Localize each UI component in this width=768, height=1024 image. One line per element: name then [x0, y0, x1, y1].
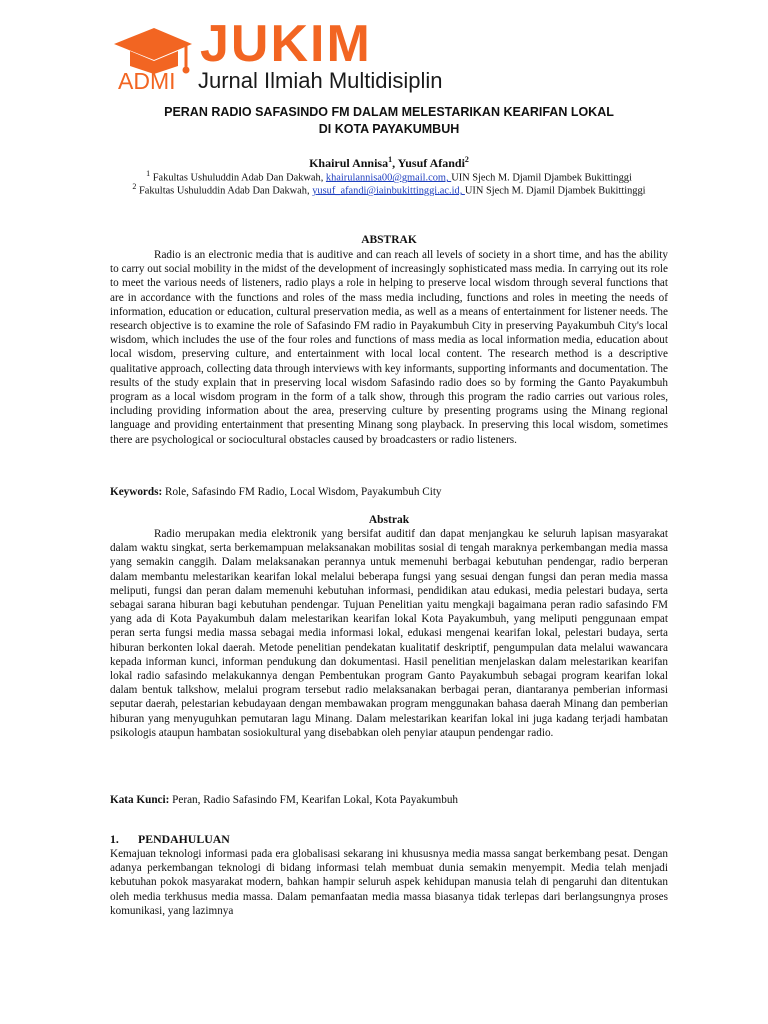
affiliation-institution: UIN Sjech M. Djamil Djambek Bukittinggi [464, 185, 646, 197]
keywords-id-values: Peran, Radio Safasindo FM, Kearifan Lokal, Kota Payakumbuh [169, 794, 459, 806]
author-email-link[interactable]: khairulannisa00@gmail.com, [325, 172, 452, 184]
journal-name: Jurnal Ilmiah Multidisiplin [198, 68, 443, 93]
keywords-id [110, 793, 668, 807]
author-affiliation-mark: 1 [388, 155, 393, 164]
abstract-id-text: Radio merupakan media elektronik yang bersifat auditif dan dapat menjangkau ke seluruh lapisan masyarakat dalam waktu singkat, serta berkemampuan melaksanakan mobilitas sosial di tengah maraknya perkembangan media massa yang semakin canggih. Dalam melaksanakan perannya untuk memenuhi berbagai kebutuhan pendengar, radio berperan dalam membantu melestarikan kearifan lokal melalui beberapa fungsi yang sesuai dengan fungsi dan peran media massa meliputi, fungsi dan peran dalam memenuhi kebutuhan informasi, pendidikan atau edukasi, media pelestari budaya, serta sebagai sarana hiburan bagi kebutuhan pendengar. Tujuan Penelitian yaitu mengkaji bagaimana peran radio safasindo FM yang ada di Kota Payakumbuh dalam melestarikan kearifan lokal Kota Payakumbuh, yang meliputi penggunaan empat peran serta fungsi media massa sebagai media informasi lokal, edukasi mengenai kearifan lokal, pelestari budaya, serta hiburan berkonten lokal daerah. Metode penelitian pendekatan kualitatif deskriptif, pengumpulan data melalui wawancara kepada informan kunci, informan pendukung dan dokumentasi. Hasil penelitian menjelaskan dalam melestarikan kearifan lokal radio safasindo melakukannya dengan Pembentukan program Ganto Payakumbuh sebagai program kearifan lokal dalam bentuk talkshow, melalui program tersebut radio melaksanakan berbagai peran, diantaranya pemberian informasi seputar daerah, pelestarian kebudayaan dengan membawakan program menggunakan bahasa daerah Minang dan pemberian hiburan yang menyuguhkan pemutaran lagu Minang. Dalam melestarikan kearifan lokal ini juga kadang terjadi hambatan psikologis ataupun hambatan sosiokultural yang disebabkan oleh penyiar ataupun pendengar radio. [110, 528, 668, 739]
author-affiliation-mark: 2 [464, 155, 469, 164]
affiliation-text: Fakultas Ushuluddin Adab Dan Dakwah, [136, 185, 313, 197]
section-heading-introduction [110, 832, 230, 846]
keywords-id-label: Kata Kunci: [110, 794, 170, 806]
abstract-id-heading: Abstrak [368, 514, 410, 526]
paper-title [110, 104, 668, 138]
abstract-en-text: Radio is an electronic media that is auditive and can reach all levels of society in a short time, and has the ability to carry out social mobility in the midst of the development of increasingly sophisticated mass media. In carrying out its role to meet the various needs of listeners, radio plays a role in helping to preserve local wisdom through several functions that are in accordance with the functions and roles of the mass media including, functions and roles in meeting the needs of information, education or education, cultural preservation media, as well as a means of entertainment for listener needs. The research objective is to examine the role of Safasindo FM radio in Payakumbuh City in preserving Payakumbuh City's local wisdom, which includes the use of the four roles and functions of mass media as local information media, education about local wisdom, preserving culture, and entertainment with local local content. The research method is a descriptive qualitative approach, collecting data through interviews with key informants, supporting informants and documentation. The results of the study explain that in preserving local wisdom Safasindo radio does so by forming the Ganto Payakumbuh program as a local wisdom program in the form of a talk show, through this program the radio carries out various roles, including providing information about the area, preserving culture by presenting programs using the Minang regional language and providing entertainment that presenting Minang song playback. In preserving this local wisdom, sometimes there are psychological or sociocultural obstacles caused by broadcasters or radio listeners. [110, 249, 668, 446]
affiliation-text: Fakultas Ushuluddin Adab Dan Dakwah, [150, 172, 326, 184]
author-email-link[interactable]: yusuf_afandi@iainbukittinggi.ac.id, [312, 185, 465, 197]
keywords-en-label: Keywords: [110, 486, 163, 498]
keywords-en-values: Role, Safasindo FM Radio, Local Wisdom, Payakumbuh City [162, 486, 442, 498]
journal-logo-subtext: ADMI [118, 68, 176, 94]
introduction-text: Kemajuan teknologi informasi pada era globalisasi sekarang ini khususnya media massa sangat berkembang pesat. Dengan adanya perkembangan teknologi di bidang informasi telah membuat dunia semakin menyempit. Media telah menjadi kebutuhan pokok masyarakat modern, bahkan hampir seluruh aspek kehidupan manusia telah di pengaruhi dan ditentukan oleh media terkhusus media massa. Dalam pemanfaatan media massa biasanya tidak terlepas dari berlangsungnya proses komunikasi, yang lazimnya [110, 848, 668, 917]
journal-header [112, 15, 672, 100]
affiliation-mark: 1 [146, 169, 151, 178]
affiliation-mark: 2 [132, 182, 137, 191]
abstract-en-heading: ABSTRAK [361, 234, 417, 246]
paper-title-line-2: DI KOTA PAYAKUMBUH [318, 122, 460, 136]
author-name: Yusuf Afandi [397, 156, 465, 170]
keywords-en [110, 485, 668, 499]
journal-logo-text: JUKIM [200, 15, 372, 73]
author-separator: , [392, 156, 398, 170]
paper-title-line-1: PERAN RADIO SAFASINDO FM DALAM MELESTARIKAN KEARIFAN LOKAL [164, 105, 614, 119]
author-name: Khairul Annisa [309, 156, 389, 170]
affiliation-line [80, 180, 698, 197]
affiliation-institution: UIN Sjech M. Djamil Djambek Bukittinggi [451, 172, 632, 184]
section-number: 1. [110, 832, 119, 846]
section-title: PENDAHULUAN [138, 832, 230, 846]
